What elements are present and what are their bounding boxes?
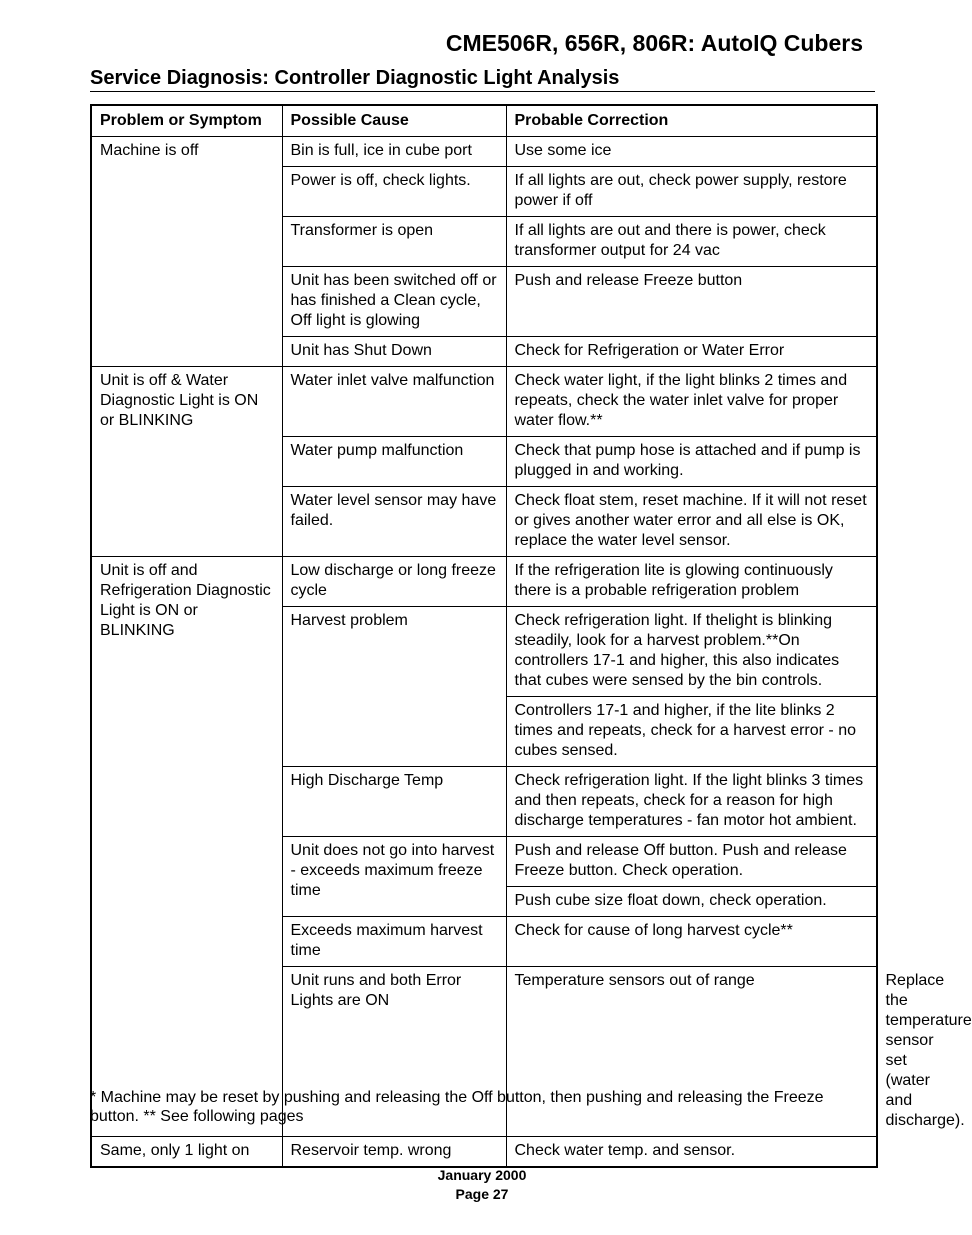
problem-cell: Unit is off & Water Diagnostic Light is ON or BLINKING [91, 367, 282, 557]
table-row [91, 557, 877, 607]
cause-cell: Unit has Shut Down [282, 337, 506, 367]
correction-cell: Push cube size float down, check operation. [506, 887, 877, 917]
correction-cell: Check water light, if the light blinks 2 times and repeats, check the water inlet valve for proper water flow.** [506, 367, 877, 437]
section-title: Service Diagnosis: Controller Diagnostic Light Analysis [90, 67, 620, 89]
cause-cell: Exceeds maximum harvest time [282, 917, 506, 967]
cause-cell: Temperature sensors out of range [506, 967, 877, 1137]
correction-cell: If all lights are out and there is power, check transformer output for 24 vac [506, 217, 877, 267]
cause-cell: Power is off, check lights. [282, 167, 506, 217]
correction-cell: Check water temp. and sensor. [506, 1137, 877, 1168]
table-header-row [91, 105, 877, 137]
correction-cell: Controllers 17-1 and higher, if the lite blinks 2 times and repeats, check for a harvest error - no cubes sensed. [506, 697, 877, 767]
cause-cell: Water pump malfunction [282, 437, 506, 487]
document-title: CME506R, 656R, 806R: AutoIQ Cubers [445, 30, 863, 56]
correction-cell: Check for cause of long harvest cycle** [506, 917, 877, 967]
cause-cell: Bin is full, ice in cube port [282, 137, 506, 167]
column-header-correction: Probable Correction [506, 105, 877, 137]
table-row [91, 137, 877, 167]
correction-cell: Check refrigeration light. If the light blinks 3 times and then repeats, check for a reason for high discharge temperatures - fan motor hot ambient. [506, 767, 877, 837]
cause-cell: High Discharge Temp [282, 767, 506, 837]
cause-cell: Low discharge or long freeze cycle [282, 557, 506, 607]
correction-cell: Push and release Freeze button [506, 267, 877, 337]
correction-cell: If all lights are out, check power supply, restore power if off [506, 167, 877, 217]
diagnostic-table [90, 104, 972, 1168]
correction-cell: Check that pump hose is attached and if pump is plugged in and working. [506, 437, 877, 487]
problem-cell: Same, only 1 light on [91, 1137, 282, 1168]
correction-cell: Push and release Off button. Push and release Freeze button. Check operation. [506, 837, 877, 887]
cause-cell: Water level sensor may have failed. [282, 487, 506, 557]
problem-cell: Unit runs and both Error Lights are ON [282, 967, 506, 1137]
table-row [91, 1137, 877, 1168]
cause-cell: Reservoir temp. wrong [282, 1137, 506, 1168]
page-footer [0, 1166, 964, 1204]
cause-cell: Unit does not go into harvest - exceeds maximum freeze time [282, 837, 506, 917]
correction-cell: Check refrigeration light. If thelight is blinking steadily, look for a harvest problem.**On controllers 17-1 and higher, this also indicates that cubes were sensed by the bin controls. [506, 607, 877, 697]
footnote: * Machine may be reset by pushing and releasing the Off button, then pushing and releasing the Freeze button. ** See following pages [90, 1089, 824, 1125]
column-header-problem: Problem or Symptom [91, 105, 282, 137]
correction-cell: Check for Refrigeration or Water Error [506, 337, 877, 367]
page-number: Page 27 [455, 1186, 509, 1202]
cause-cell: Harvest problem [282, 607, 506, 767]
header-divider [90, 91, 875, 92]
cause-cell: Transformer is open [282, 217, 506, 267]
cause-cell: Unit has been switched off or has finished a Clean cycle, Off light is glowing [282, 267, 506, 337]
table-row: Unit runs and both Error Lights are ON Temperature sensors out of range Replace the temperature sensor set (water and discharge). [91, 967, 877, 1137]
column-header-cause: Possible Cause [282, 105, 506, 137]
correction-cell: If the refrigeration lite is glowing continuously there is a probable refrigeration problem [506, 557, 877, 607]
problem-cell: Unit is off and Refrigeration Diagnostic Light is ON or BLINKING [91, 557, 282, 1137]
footer-date: January 2000 [437, 1167, 527, 1183]
problem-cell: Machine is off [91, 137, 282, 367]
cause-cell: Water inlet valve malfunction [282, 367, 506, 437]
table-row [91, 367, 877, 437]
correction-cell: Use some ice [506, 137, 877, 167]
correction-cell: Check float stem, reset machine. If it will not reset or gives another water error and all else is OK, replace the water level sensor. [506, 487, 877, 557]
